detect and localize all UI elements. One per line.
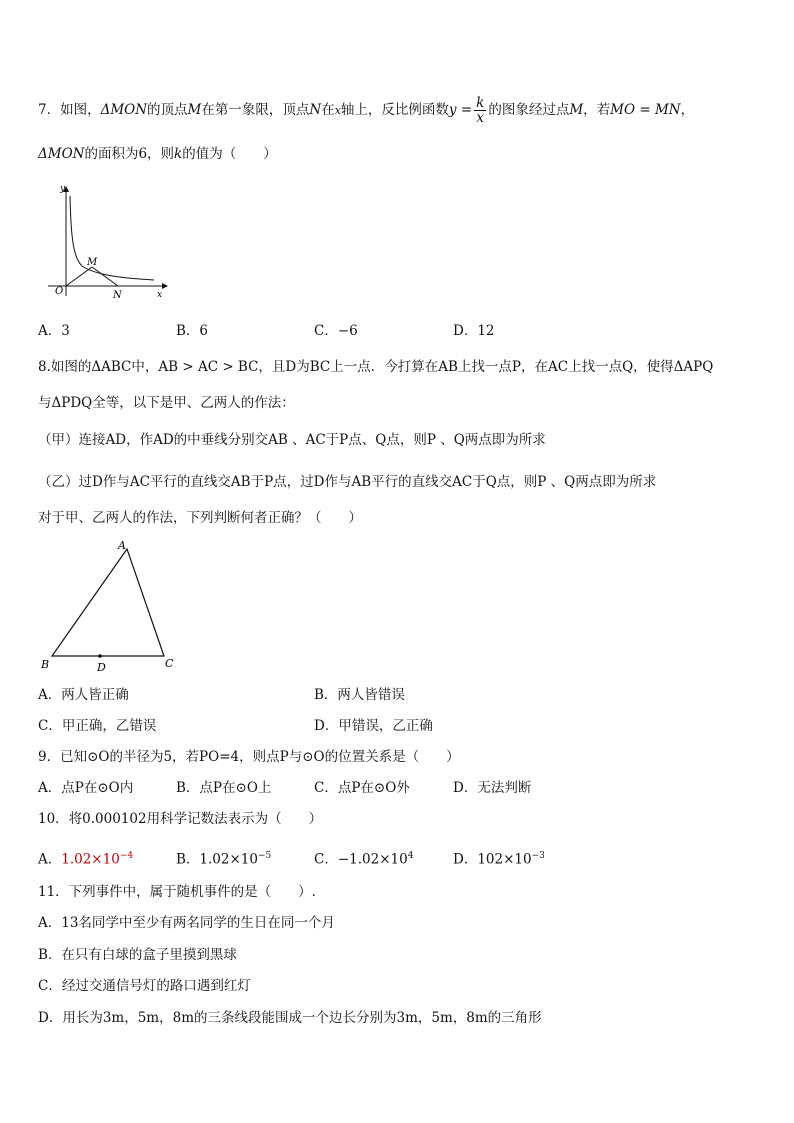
q7-option-a[interactable]: A．3: [38, 323, 70, 339]
q8-label-a: A: [118, 539, 126, 552]
q10-option-value: 1.02×10: [199, 851, 258, 868]
q10-option-value: −1.02×10: [337, 851, 408, 868]
q7-var-k: k: [174, 146, 183, 162]
q7-option-d[interactable]: D．12: [453, 323, 495, 339]
q7-function-y: y =: [448, 102, 473, 118]
q11-stem: 11．下列事件中，属于随机事件的是（ ）.: [38, 884, 316, 900]
q8-method-yi: （乙）过D作与AC平行的直线交AB于P点，过D作与AB平行的直线交AC于Q点，则P 、Q两点即为所求: [38, 474, 657, 490]
q8-point-d: [98, 654, 102, 658]
q9-option-c[interactable]: C．点P在⊙O外: [314, 780, 410, 796]
q7-segment-om: [66, 267, 92, 286]
q9-option-a[interactable]: A．点P在⊙O内: [38, 780, 134, 796]
q7-text: 在第一象限，顶点: [201, 102, 310, 118]
q7-label-x: x: [157, 290, 163, 300]
q9-option-d[interactable]: D．无法判断: [453, 780, 532, 796]
q7-text: 的值为（ ）: [182, 146, 277, 162]
q7-label-n: N: [113, 290, 122, 301]
q11-option-b[interactable]: B．在只有白球的盒子里摸到黑球: [38, 947, 237, 963]
q10-option-label: B．: [176, 851, 200, 868]
q10-option-d[interactable]: [453, 846, 545, 870]
q10-option-c[interactable]: [314, 846, 413, 870]
q7-text: 的图象经过点: [488, 102, 570, 118]
q10-option-exponent: −3: [531, 851, 545, 861]
q7-fraction-denominator: x: [476, 110, 485, 126]
q7-label-m: M: [87, 257, 98, 268]
q8-question: 对于甲、乙两人的作法，下列判断何者正确？（ ）: [38, 510, 362, 526]
q7-text: 7．如图，: [38, 102, 101, 118]
q7-label-y: y: [60, 184, 66, 194]
q7-x-axis-arrow: [162, 283, 168, 289]
q10-option-label: C．: [314, 851, 338, 868]
q7-text: 轴上，反比例函数: [340, 102, 449, 118]
q8-option-b[interactable]: B．两人皆错误: [314, 687, 405, 703]
q9-option-b[interactable]: B．点P在⊙O上: [176, 780, 272, 796]
q7-triangle-mon: ΔMON: [38, 146, 85, 162]
q7-text: 的顶点: [147, 102, 188, 118]
q10-option-a[interactable]: [38, 846, 133, 870]
q7-fraction: [474, 96, 486, 125]
q7-stem-line-2: [38, 144, 277, 164]
q8-label-b: B: [41, 658, 50, 671]
q7-figure: [42, 182, 172, 302]
q7-text: ，若: [583, 102, 611, 118]
q10-option-exponent: −5: [257, 851, 272, 861]
q10-option-exponent: 4: [407, 851, 414, 861]
q7-stem-line-1: [38, 96, 694, 125]
q7-option-b[interactable]: B．6: [176, 323, 209, 339]
q7-point-m: M: [569, 102, 584, 118]
q8-option-c[interactable]: C．甲正确，乙错误: [38, 718, 157, 734]
q10-option-b[interactable]: [176, 846, 271, 870]
q8-figure: [40, 538, 180, 673]
q8-option-d[interactable]: D．甲错误，乙正确: [314, 718, 433, 734]
q11-option-a[interactable]: A．13名同学中至少有两名同学的生日在同一个月: [38, 915, 335, 931]
q8-triangle-abc: [52, 549, 164, 656]
q7-point-m: M: [187, 102, 202, 118]
q8-stem-line-1: 8.如图的ΔABC中，AB > AC > BC，且D为BC上一点．今打算在AB上找一点P，在AC上找一点Q，使得ΔAPQ: [38, 359, 714, 375]
q8-label-c: C: [165, 657, 174, 670]
q11-option-c[interactable]: C．经过交通信号灯的路口遇到红灯: [38, 978, 251, 994]
q7-fraction-numerator: k: [476, 95, 485, 111]
q8-label-d: D: [97, 661, 106, 674]
q10-option-value: 102×10: [477, 851, 532, 868]
q10-option-label: D．: [453, 851, 478, 868]
q7-point-n: N: [309, 102, 322, 118]
q7-label-o: O: [55, 286, 64, 297]
q7-triangle-mon: ΔMON: [100, 102, 148, 118]
q10-option-value: 1.02×10: [61, 851, 120, 868]
q10-option-label: A．: [38, 851, 62, 868]
q11-option-d[interactable]: D．用长为3m，5m，8m的三条线段能围成一个边长分别为3m，5m，8m的三角形: [38, 1010, 542, 1026]
q8-option-a[interactable]: A．两人皆正确: [38, 687, 129, 703]
q7-text: 的面积为6，则: [84, 146, 175, 162]
q8-stem-line-2: 与ΔPDQ全等，以下是甲、乙两人的作法：: [38, 395, 295, 411]
q7-text: ，: [680, 102, 695, 118]
q10-option-exponent: −4: [119, 851, 134, 861]
q7-text: 在: [321, 102, 335, 118]
q7-x-axis-var: x: [334, 104, 341, 117]
q8-method-jia: （甲）连接AD，作AD的中垂线分别交AB 、AC于P点、Q点，则P 、Q两点即为所求: [38, 432, 546, 448]
q7-option-c[interactable]: C．−6: [314, 323, 358, 339]
q7-hyperbola: [70, 196, 154, 280]
q9-stem: 9．已知⊙O的半径为5，若PO=4，则点P与⊙O的位置关系是（ ）: [38, 749, 460, 765]
q7-condition: MO = MN: [610, 102, 681, 118]
q10-stem: 10．将0.000102用科学记数法表示为（ ）: [38, 811, 323, 827]
